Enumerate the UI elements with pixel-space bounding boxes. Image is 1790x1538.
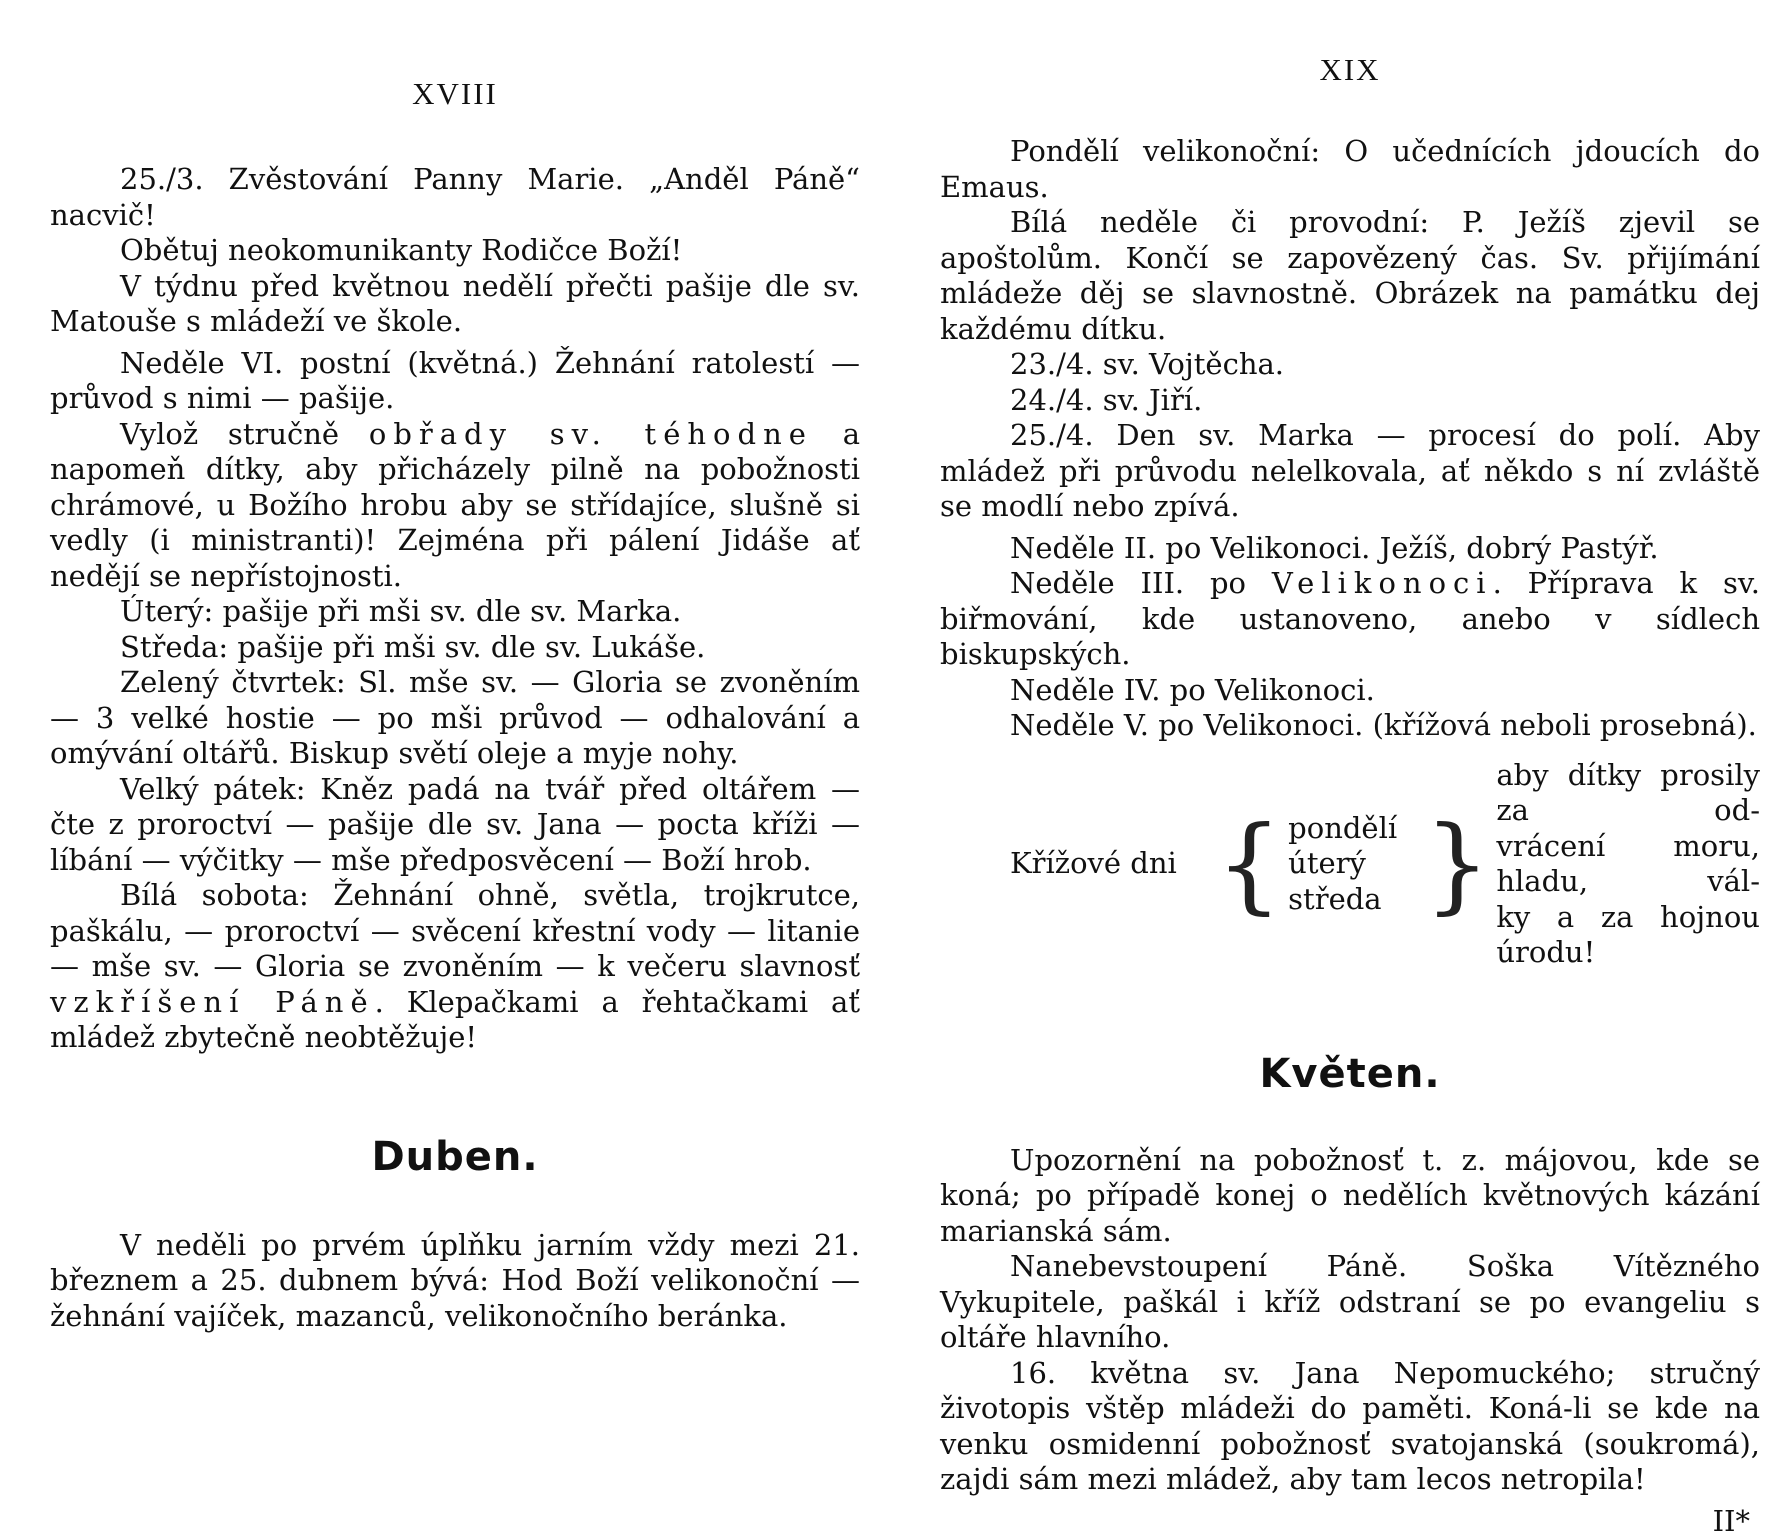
page-number: XVIII bbox=[412, 76, 498, 111]
rogation-day: pondělí bbox=[1288, 810, 1398, 845]
text-run: a napomeň dítky, aby přicházely pilně na pobožnosti chrámové, u Božího hrobu aby se střídajíce, slušně si vedly (i ministranti)! Zejména při pálení Jidáše ať nedějí se nepřístojnosti. bbox=[50, 416, 860, 593]
paragraph: Zelený čtvrtek: Sl. mše sv. — Gloria se zvoněním — 3 velké hostie — po mši průvod — odhalování a omývání oltářů. Biskup světí oleje a myje nohy. bbox=[50, 665, 860, 770]
purpose-line: vrácení moru, hladu, vál- bbox=[1496, 828, 1760, 898]
paragraph: Neděle V. po Velikonoci. (křížová neboli prosebná). bbox=[1010, 708, 1757, 742]
paragraph: Úterý: pašije při mši sv. dle sv. Marka. bbox=[120, 594, 682, 628]
rogation-days-block bbox=[940, 758, 1760, 971]
may-text-column bbox=[940, 1143, 1760, 1498]
spaced-emphasis: vzkříšení Páně bbox=[50, 984, 375, 1019]
left-brace: { bbox=[1216, 803, 1283, 925]
right-brace: } bbox=[1424, 803, 1491, 925]
text-run: . Příprava k sv. biřmování, kde ustanoveno, anebo v sídlech biskupských. bbox=[940, 566, 1760, 671]
rogation-days bbox=[1288, 811, 1418, 918]
rogation-day: úterý bbox=[1288, 846, 1366, 881]
paragraph: Bílá neděle či provodní: P. Ježíš zjevil se apoštolům. Končí se zapovězený čas. Sv. přijímání mládeže děj se slavnostně. Obrázek na památku dej každému dítku. bbox=[940, 205, 1760, 346]
paragraph: Středa: pašije při mši sv. dle sv. Lukáše. bbox=[120, 629, 706, 664]
right-page bbox=[940, 0, 1760, 1538]
paragraph: Neděle IV. po Velikonoci. bbox=[1010, 672, 1375, 707]
paragraph: Neděle II. po Velikonoci. Ježíš, dobrý Pastýř. bbox=[1010, 530, 1659, 565]
paragraph: Velký pátek: Kněz padá na tvář před oltářem — čte z proroctví — pašije dle sv. Jana — pocta kříži — líbání — výčitky — mše předposvěcení — Boží hrob. bbox=[50, 771, 860, 877]
signature-mark: II* bbox=[1712, 1503, 1750, 1538]
paragraph: Nanebevstoupení Páně. Soška Vítězného Vykupitele, paškál i kříž odstraní se po evangeliu s oltáře hlavního. bbox=[940, 1249, 1760, 1354]
spaced-emphasis: obřady sv. téhodne bbox=[368, 416, 813, 451]
purpose-line: aby dítky prosily za od- bbox=[1496, 757, 1760, 827]
section-title: Květen. bbox=[1259, 1050, 1441, 1097]
purpose-line: ky a za hojnou úrodu! bbox=[1496, 899, 1760, 969]
text-run: . Klepačkami a řehtačkami ať mládež zbytečně neobtěžuje! bbox=[50, 984, 860, 1054]
left-text-column bbox=[50, 162, 860, 1056]
paragraph: 25./3. Zvěstování Panny Marie. „Anděl Páně“ nacvič! bbox=[50, 162, 860, 232]
text-run: Bílá sobota: Žehnání ohně, světla, trojkrutce, paškálu, — proroctví — svěcení křestní vody — litanie — mše sv. — Gloria se zvoněním — k večeru slavnosť bbox=[50, 878, 860, 983]
rogation-day: středa bbox=[1288, 881, 1382, 916]
paragraph: 24./4. sv. Jiří. bbox=[1010, 382, 1203, 417]
paragraph: Pondělí velikonoční: O učednících jdoucích do Emaus. bbox=[940, 134, 1760, 204]
spaced-emphasis: Velikonoci bbox=[1271, 566, 1493, 600]
paragraph: Obětuj neokomunikanty Rodičce Boží! bbox=[120, 233, 683, 267]
paragraph bbox=[50, 878, 860, 1056]
april-text-column bbox=[50, 1228, 860, 1335]
right-text-column bbox=[940, 134, 1760, 744]
paragraph: 16. května sv. Jana Nepomuckého; stručný životopis vštěp mládeži do paměti. Koná-li se kde na venku osmidenní pobožnosť svatojanská (soukromá), zajdi sám mezi mládež, aby tam lecos netropila! bbox=[940, 1355, 1760, 1496]
paragraph: V týdnu před květnou nedělí přečti pašije dle sv. Matouše s mládeží ve škole. bbox=[50, 268, 860, 338]
paragraph: Neděle VI. postní (květná.) Žehnání ratolestí — průvod s nimi — pašije. bbox=[50, 345, 860, 415]
paragraph: 23./4. sv. Vojtěcha. bbox=[1010, 347, 1285, 381]
paragraph bbox=[940, 566, 1760, 673]
page-number: XIX bbox=[1319, 52, 1381, 87]
paragraph bbox=[50, 417, 860, 595]
section-title: Duben. bbox=[371, 1133, 539, 1180]
text-run: Neděle III. po bbox=[1010, 566, 1272, 600]
text-run: Vylož stručně bbox=[120, 416, 369, 451]
paragraph: V neděli po prvém úplňku jarním vždy mezi 21. březnem a 25. dubnem bývá: Hod Boží velikonoční — žehnání vajíček, mazanců, velikonočního beránka. bbox=[50, 1227, 860, 1333]
paragraph: 25./4. Den sv. Marka — procesí do polí. Aby mládež při průvodu nelelkovala, ať někdo s ní zvláště se modlí nebo zpívá. bbox=[940, 418, 1760, 523]
left-page bbox=[50, 0, 860, 1334]
paragraph: Upozornění na pobožnosť t. z. májovou, kde se koná; po případě konej o nedělích květnových kázání marianská sám. bbox=[940, 1142, 1760, 1248]
rogation-label: Křížové dni bbox=[1010, 846, 1177, 881]
rogation-purpose bbox=[1496, 758, 1760, 971]
